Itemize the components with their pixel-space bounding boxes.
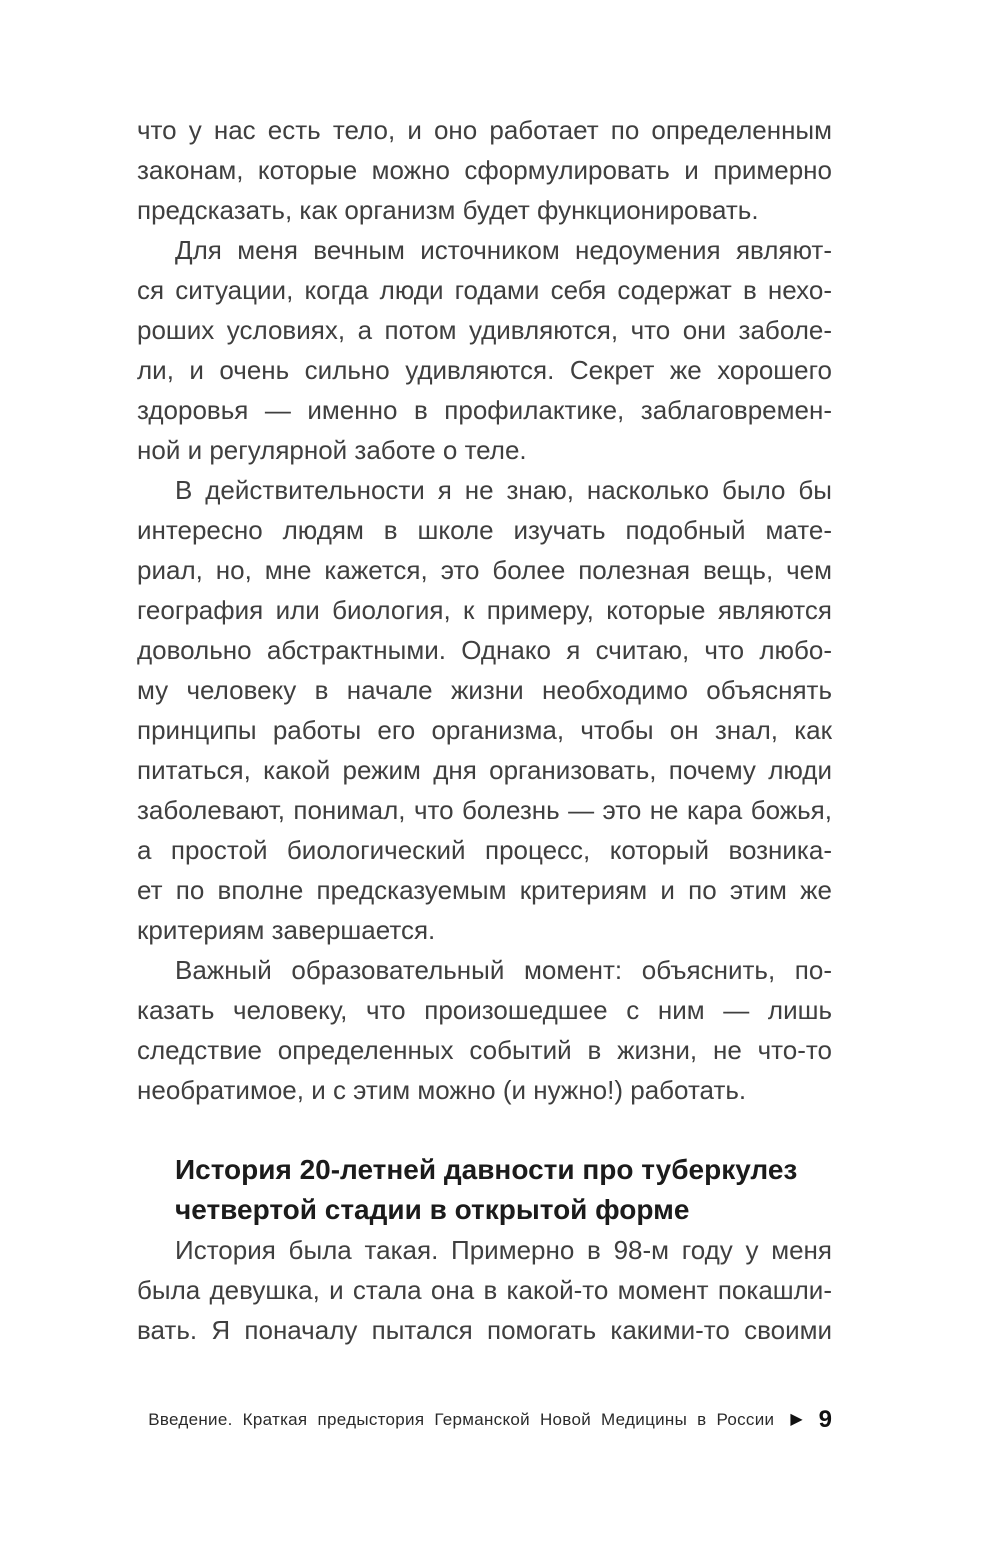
text-line: законам, которые можно сформулировать и примерно: [137, 155, 832, 185]
footer-breadcrumb: Введение. Краткая предыстория Германской Новой Медицины в России: [148, 1410, 775, 1429]
paragraph: [137, 950, 832, 1110]
paragraph: [137, 110, 832, 230]
text-line: История была такая. Примерно в 98-м году у меня: [175, 1235, 832, 1265]
text-line: казать человеку, что произошедшее с ним — лишь: [137, 995, 832, 1025]
section-heading-line: История 20-летней давности про туберкулез: [175, 1154, 798, 1185]
paragraph: [137, 230, 832, 470]
paragraph: [137, 470, 832, 950]
text-line: довольно абстрактными. Однако я считаю, что любо-: [137, 635, 832, 665]
section-heading-line: четвертой стадии в открытой форме: [175, 1194, 690, 1225]
text-line: была девушка, и стала она в какой-то момент покашли-: [137, 1275, 832, 1305]
text-line: риал, но, мне кажется, это более полезная вещь, чем: [137, 555, 832, 585]
text-line: здоровья — именно в профилактике, заблаговремен-: [137, 395, 832, 425]
text-line: ли, и очень сильно удивляются. Секрет же хорошего: [137, 355, 832, 385]
text-line: ет по вполне предсказуемым критериям и по этим же: [137, 875, 832, 905]
text-line: ной и регулярной заботе о теле.: [137, 435, 527, 465]
text-line: му человеку в начале жизни необходимо объяснять: [137, 675, 832, 705]
text-line: питаться, какой режим дня организовать, почему люди: [137, 755, 832, 785]
text-line: необратимое, и с этим можно (и нужно!) работать.: [137, 1075, 747, 1105]
text-line: вать. Я поначалу пытался помогать какими-то своими: [137, 1315, 832, 1345]
paragraph: [137, 1230, 832, 1350]
text-line: Важный образовательный момент: объяснить, по-: [175, 955, 832, 985]
text-line: критериям завершается.: [137, 915, 436, 945]
text-line: а простой биологический процесс, который возника-: [137, 835, 832, 865]
text-line: география или биология, к примеру, которые являются: [137, 595, 832, 625]
page-text-block: [137, 110, 832, 1350]
page-number: 9: [818, 1406, 832, 1433]
text-line: Для меня вечным источником недоумения являют-: [175, 235, 832, 265]
text-line: заболевают, понимал, что болезнь — это не кара божья,: [137, 795, 832, 825]
text-line: В действительности я не знаю, насколько было бы: [175, 475, 832, 505]
text-line: роших условиях, а потом удивляются, что они заболе-: [137, 315, 832, 345]
text-line: предсказать, как организм будет функционировать.: [137, 195, 759, 225]
section-heading: [137, 1150, 832, 1230]
footer-arrow-icon: ▶: [790, 1411, 803, 1428]
text-line: ся ситуации, когда люди годами себя содержат в нехо-: [137, 275, 832, 305]
text-line: следствие определенных событий в жизни, не что-то: [137, 1035, 832, 1065]
text-line: что у нас есть тело, и оно работает по определенным: [137, 115, 832, 145]
page-footer: [137, 1408, 832, 1432]
text-line: принципы работы его организма, чтобы он знал, как: [137, 715, 832, 745]
text-line: интересно людям в школе изучать подобный мате-: [137, 515, 832, 545]
